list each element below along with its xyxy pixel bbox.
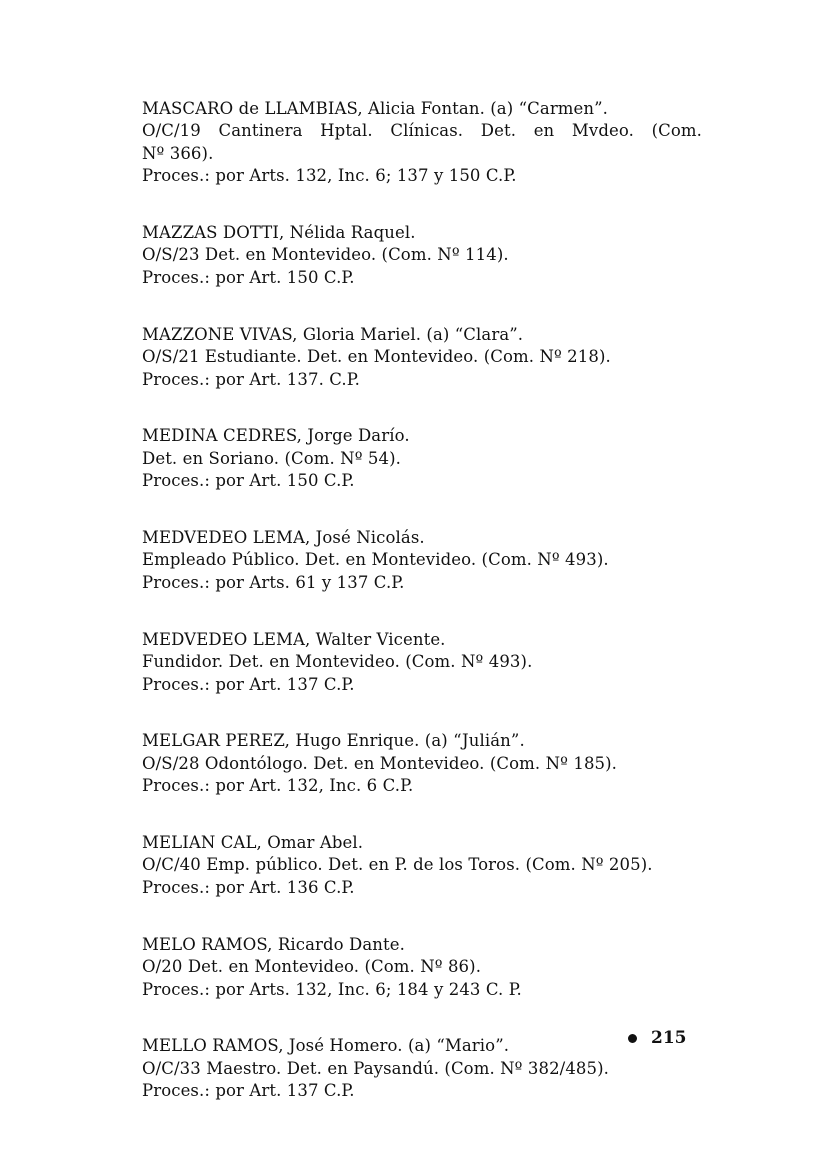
record-name-line: MELGAR PEREZ, Hugo Enrique. (a) “Julián”. — [142, 731, 525, 751]
record-detail-line: O/C/19 Cantinera Hptal. Clínicas. Det. en Mvdeo. (Com. — [142, 121, 702, 141]
record-name-line: MAZZONE VIVAS, Gloria Mariel. (a) “Clara”. — [142, 324, 524, 344]
document-body — [142, 98, 702, 1137]
record-proces-line: Proces.: por Arts. 132, Inc. 6; 184 y 243 C. P. — [142, 979, 522, 999]
record-detail-line: Empleado Público. Det. en Montevideo. (Com. Nº 493). — [142, 550, 609, 570]
record-proces-line: Proces.: por Art. 137 C.P. — [142, 674, 355, 694]
record-proces-line: Proces.: por Arts. 61 y 137 C.P. — [142, 572, 405, 592]
record-name-line: MELLO RAMOS, José Homero. (a) “Mario”. — [142, 1036, 510, 1056]
record-name-line: MAZZAS DOTTI, Nélida Raquel. — [142, 223, 416, 243]
record-entry — [142, 527, 702, 594]
record-entry — [142, 425, 702, 492]
record-entry — [142, 934, 702, 1001]
record-name-line: MEDVEDEO LEMA, José Nicolás. — [142, 528, 425, 548]
record-entry — [142, 730, 702, 797]
record-proces-line: Proces.: por Art. 137 C.P. — [142, 1081, 355, 1101]
record-entry — [142, 1035, 702, 1102]
page-footer — [628, 1028, 687, 1048]
record-proces-line: Proces.: por Art. 137. C.P. — [142, 369, 360, 389]
record-entry — [142, 629, 702, 696]
page-number: 215 — [651, 1028, 687, 1048]
record-detail-line: O/C/33 Maestro. Det. en Paysandú. (Com. Nº 382/485). — [142, 1058, 610, 1078]
record-entry — [142, 832, 702, 899]
record-proces-line: Proces.: por Art. 132, Inc. 6 C.P. — [142, 776, 414, 796]
record-proces-line: Proces.: por Art. 136 C.P. — [142, 877, 355, 897]
bullet-icon — [628, 1034, 637, 1043]
record-name-line: MEDINA CEDRES, Jorge Darío. — [142, 426, 410, 446]
record-name-line: MEDVEDEO LEMA, Walter Vicente. — [142, 629, 446, 649]
record-proces-line: Proces.: por Art. 150 C.P. — [142, 471, 355, 491]
record-detail-line: O/20 Det. en Montevideo. (Com. Nº 86). — [142, 957, 482, 977]
record-entry — [142, 98, 702, 188]
record-name-line: MELIAN CAL, Omar Abel. — [142, 833, 364, 853]
record-entry — [142, 324, 702, 391]
record-detail-line: Det. en Soriano. (Com. Nº 54). — [142, 448, 401, 468]
record-detail-line: O/S/23 Det. en Montevideo. (Com. Nº 114). — [142, 245, 509, 265]
record-detail-line: O/S/28 Odontólogo. Det. en Montevideo. (Com. Nº 185). — [142, 753, 618, 773]
record-detail-line: Nº 366). — [142, 143, 214, 163]
record-entry — [142, 222, 702, 289]
record-detail-line: Fundidor. Det. en Montevideo. (Com. Nº 493). — [142, 652, 533, 672]
record-proces-line: Proces.: por Art. 150 C.P. — [142, 267, 355, 287]
record-name-line: MELO RAMOS, Ricardo Dante. — [142, 934, 405, 954]
record-proces-line: Proces.: por Arts. 132, Inc. 6; 137 y 150 C.P. — [142, 166, 517, 186]
record-detail-line: O/S/21 Estudiante. Det. en Montevideo. (Com. Nº 218). — [142, 347, 611, 367]
record-detail-line: O/C/40 Emp. público. Det. en P. de los Toros. (Com. Nº 205). — [142, 855, 653, 875]
record-name-line: MASCARO de LLAMBIAS, Alicia Fontan. (a) “Carmen”. — [142, 99, 609, 118]
